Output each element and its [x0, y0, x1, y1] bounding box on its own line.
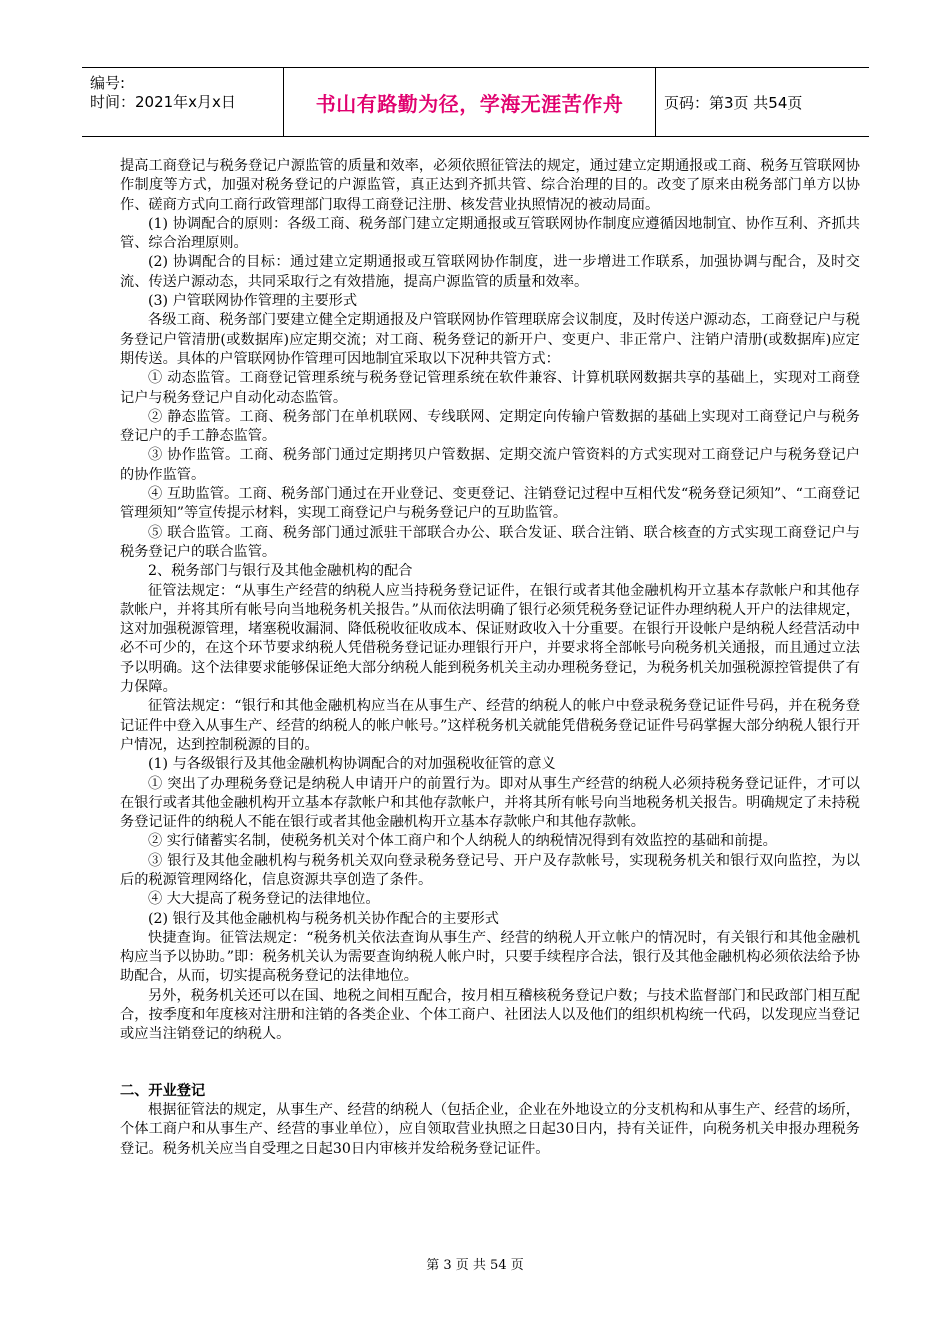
body-paragraph: 另外，税务机关还可以在国、地税之间相互配合，按月相互稽核税务登记户数；与技术监督部门和民政部门相互配合，按季度和年度核对注册和注销的各类企业、个体工商户、社团法人以及他们的组织机构统一代码，以发现应当登记或应当注销登记的纳税人。 [120, 987, 860, 1043]
body-paragraph: ③ 协作监管。工商、税务部门通过定期拷贝户管数据、定期交流户管资料的方式实现对工商登记户与税务登记户的协作监管。 [120, 447, 860, 483]
body-paragraph: 2、税务部门与银行及其他金融机构的配合 [148, 563, 413, 580]
header-meta-cell [82, 68, 284, 136]
section-heading: 二、开业登记 [120, 1082, 206, 1099]
doc-time-label: 时间：2021年x月x日 [90, 93, 236, 111]
body-paragraph: ① 动态监管。工商登记管理系统与税务登记管理系统在软件兼容、计算机联网数据共享的基础上，实现对工商登记户与税务登记户自动化动态监管。 [120, 370, 860, 406]
body-paragraph: 征管法规定：“从事生产经营的纳税人应当持税务登记证件，在银行或者其他金融机构开立基本存款帐户和其他存款帐户，并将其所有帐号向当地税务机关报告。”从而依法明确了银行必须凭税务登记证件办理纳税人开户的法律规定，这对加强税源管理，堵塞税收漏洞、降低税收征收成本、保证财政收入十分重要。在银行开设帐户是纳税人经营活动中必不可少的，在这个环节要求纳税人凭借税务登记证办理银行开户，并要求将全部帐号向税务机关通报，而且通过立法予以明确。这个法律要求能够保证绝大部分纳税人能到税务机关主动办理税务登记，为税务机关加强税源控管提供了有力保障。 [120, 582, 860, 696]
body-paragraph: (2) 银行及其他金融机构与税务机关协作配合的主要形式 [148, 910, 499, 927]
body-paragraph: 根据征管法的规定，从事生产、经营的纳税人（包括企业，企业在外地设立的分支机构和从事生产、经营的场所，个体工商户和从事生产、经营的事业单位），应自领取营业执照之日起30日内，持有关证件，向税务机关申报办理税务登记。税务机关应当自受理之日起30日内审核并发给税务登记证件。 [120, 1101, 860, 1157]
body-paragraph: ② 静态监管。工商、税务部门在单机联网、专线联网、定期定向传输户管数据的基础上实现对工商登记户与税务登记户的手工静态监管。 [120, 408, 860, 445]
body-paragraph: ③ 银行及其他金融机构与税务机关双向登录税务登记号、开户及存款帐号，实现税务机关和银行双向监控，为以后的税源管理网络化，信息资源共享创造了条件。 [120, 852, 860, 888]
doc-number-label: 编号: [90, 74, 126, 92]
body-paragraph: ④ 大大提高了税务登记的法律地位。 [148, 891, 380, 908]
body-paragraph: (3) 户管联网协作管理的主要形式 [148, 293, 358, 310]
body-paragraph: (2) 协调配合的目标：通过建立定期通报或互管联网协作制度，进一步增进工作联系，加强协调与配合，及时交流、传送户源动态，共同采取行之有效措施，提高户源监管的质量和效率。 [120, 254, 860, 290]
body-paragraph: ④ 互助监管。工商、税务部门通过在开业登记、变更登记、注销登记过程中互相代发“税务登记须知”、“工商登记管理须知”等宣传提示材料，实现工商登记户与税务登记户的互助监管。 [120, 486, 860, 522]
document-body [120, 157, 860, 1159]
body-paragraph: 提高工商登记与税务登记户源监管的质量和效率，必须依照征管法的规定，通过建立定期通报或工商、税务互管联网协作制度等方式，加强对税务登记的户源监管，真正达到齐抓共管、综合治理的目的。改变了原来由税务部门单方以协作、磋商方式向工商行政管理部门取得工商登记注册、核发营业执照情况的被动局面。 [120, 158, 860, 213]
body-paragraph: ⑤ 联合监管。工商、税务部门通过派驻干部联合办公、联合发证、联合注销、联合核查的方式实现工商登记户与税务登记户的联合监管。 [120, 524, 860, 560]
body-paragraph: 征管法规定：“银行和其他金融机构应当在从事生产、经营的纳税人的帐户中登录税务登记证件号码，并在税务登记证件中登入从事生产、经营的纳税人的帐户帐号。”这样税务机关就能凭借税务登记证件号码掌握大部分纳税人银行开户情况，达到控制税源的目的。 [120, 698, 860, 753]
header-motto: 书山有路勤为径，学海无涯苦作舟 [284, 68, 656, 136]
page-footer: 第 3 页 共 54 页 [426, 1258, 524, 1273]
page-header [82, 67, 869, 137]
body-paragraph: 各级工商、税务部门要建立健全定期通报及户管联网协作管理联席会议制度，及时传送户源动态，工商登记户与税务登记户管清册(或数据库)应定期交流；对工商、税务登记的新开户、变更户、非正常户、注销户清册(或数据库)应定期传送。具体的户管联网协作管理可因地制宜采取以下况种共管方式： [120, 312, 860, 367]
body-paragraph: ② 实行储蓄实名制，使税务机关对个体工商户和个人纳税人的纳税情况得到有效监控的基础和前提。 [148, 833, 777, 850]
header-page-number: 页码：第3页 共54页 [664, 93, 803, 112]
body-paragraph: 快捷查询。征管法规定：“税务机关依法查询从事生产、经营的纳税人开立帐户的情况时，有关银行和其他金融机构应当予以协助。”即：税务机关认为需要查询纳税人帐户时，只要手续程序合法，银行及其他金融机构必须依法给予协助配合，从而，切实提高税务登记的法律地位。 [120, 929, 860, 985]
body-paragraph: (1) 协调配合的原则：各级工商、税务部门建立定期通报或互管联网协作制度应遵循因地制宜、协作互利、齐抓共管、综合治理原则。 [120, 215, 860, 252]
body-paragraph: ① 突出了办理税务登记是纳税人申请开户的前置行为。即对从事生产经营的纳税人必须持税务登记证件，才可以在银行或者其他金融机构开立基本存款帐户和其他存款帐户，并将其所有帐号向当地税务机关报告。明确规定了未持税务登记证件的纳税人不能在银行或者其他金融机构开立基本存款帐户和其他存款帐。 [120, 775, 860, 831]
body-paragraph: (1) 与各级银行及其他金融机构协调配合的对加强税收征管的意义 [148, 756, 556, 773]
